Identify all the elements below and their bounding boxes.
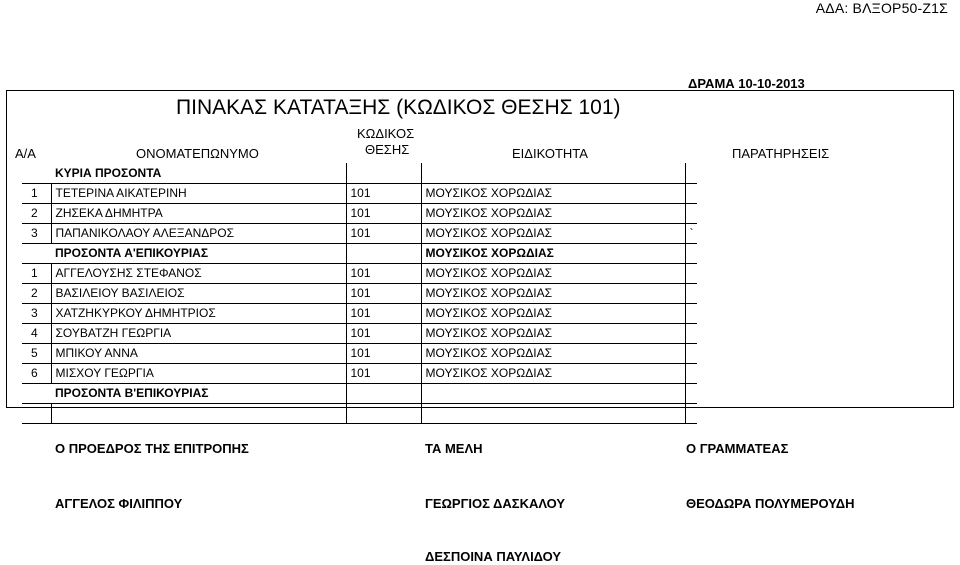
row-code [346, 403, 421, 423]
table-row [22, 263, 697, 283]
row-name: ΜΠΙΚΟΥ ΑΝΝΑ [51, 343, 346, 363]
row-name: ΠΑΠΑΝΙΚΟΛΑΟΥ ΑΛΕΞΑΝΔΡΟΣ [51, 223, 346, 243]
row-remark [685, 303, 697, 323]
row-number: 5 [22, 343, 51, 363]
row-code [346, 163, 421, 183]
row-number: 4 [22, 323, 51, 343]
row-code: 101 [346, 323, 421, 343]
header-remarks: ΠΑΡΑΤΗΡΗΣΕΙΣ [732, 146, 830, 161]
row-number: 6 [22, 363, 51, 383]
table-row [22, 323, 697, 343]
header-code-line2: ΘΕΣΗΣ [365, 142, 410, 157]
row-name: ΑΓΓΕΛΟΥΣΗΣ ΣΤΕΦΑΝΟΣ [51, 263, 346, 283]
row-code: 101 [346, 303, 421, 323]
chair-name: ΑΓΓΕΛΟΣ ΦΙΛΙΠΠΟΥ [55, 496, 183, 511]
row-name: ΒΑΣΙΛΕΙΟΥ ΒΑΣΙΛΕΙΟΣ [51, 283, 346, 303]
row-name: ΣΟΥΒΑΤΖΗ ΓΕΩΡΓΙΑ [51, 323, 346, 343]
header-code-line1: ΚΩΔΙΚΟΣ [357, 126, 415, 141]
ranking-table [22, 163, 697, 424]
row-specialty: ΜΟΥΣΙΚΟΣ ΧΟΡΩΔΙΑΣ [421, 243, 685, 263]
row-code: 101 [346, 363, 421, 383]
row-number: 2 [22, 283, 51, 303]
row-specialty: ΜΟΥΣΙΚΟΣ ΧΟΡΩΔΙΑΣ [421, 303, 685, 323]
row-remark [685, 363, 697, 383]
table-row [22, 303, 697, 323]
row-specialty [421, 163, 685, 183]
section-heading: ΠΡΟΣΟΝΤΑ Β'ΕΠΙΚΟΥΡΙΑΣ [51, 383, 346, 403]
row-specialty [421, 383, 685, 403]
table-row [22, 343, 697, 363]
row-code: 101 [346, 343, 421, 363]
section-heading: ΚΥΡΙΑ ΠΡΟΣΟΝΤΑ [51, 163, 346, 183]
row-specialty: ΜΟΥΣΙΚΟΣ ΧΟΡΩΔΙΑΣ [421, 343, 685, 363]
row-remark [685, 283, 697, 303]
table-row [22, 283, 697, 303]
row-remark [685, 243, 697, 263]
row-code [346, 383, 421, 403]
table-row [22, 243, 697, 263]
row-number: 3 [22, 223, 51, 243]
chair-title: Ο ΠΡΟΕΔΡΟΣ ΤΗΣ ΕΠΙΤΡΟΠΗΣ [55, 441, 249, 456]
row-number [22, 403, 51, 423]
row-code [346, 243, 421, 263]
row-number: 1 [22, 263, 51, 283]
row-code: 101 [346, 283, 421, 303]
row-specialty [421, 403, 685, 423]
row-remark [685, 263, 697, 283]
row-remark [685, 163, 697, 183]
header-aa: Α/Α [15, 146, 36, 161]
header-name: ΟΝΟΜΑΤΕΠΩΝΥΜΟ [136, 146, 259, 161]
row-remark [685, 203, 697, 223]
table-row [22, 223, 697, 243]
row-specialty: ΜΟΥΣΙΚΟΣ ΧΟΡΩΔΙΑΣ [421, 203, 685, 223]
table-row [22, 383, 697, 403]
row-specialty: ΜΟΥΣΙΚΟΣ ΧΟΡΩΔΙΑΣ [421, 223, 685, 243]
row-number [22, 243, 51, 263]
row-number: 2 [22, 203, 51, 223]
member-name-1: ΓΕΩΡΓΙΟΣ ΔΑΣΚΑΛΟΥ [425, 496, 566, 511]
header-specialty: ΕΙΔΙΚΟΤΗΤΑ [512, 146, 588, 161]
row-number [22, 383, 51, 403]
row-name [51, 403, 346, 423]
row-number [22, 163, 51, 183]
table-row [22, 163, 697, 183]
row-specialty: ΜΟΥΣΙΚΟΣ ΧΟΡΩΔΙΑΣ [421, 183, 685, 203]
row-code: 101 [346, 203, 421, 223]
row-remark: ` [685, 223, 697, 243]
row-remark [685, 403, 697, 423]
member-name-2: ΔΕΣΠΟΙΝΑ ΠΑΥΛΙΔΟΥ [425, 549, 562, 564]
row-remark [685, 343, 697, 363]
row-name: ΤΕΤΕΡΙΝΑ ΑΙΚΑΤΕΡΙΝΗ [51, 183, 346, 203]
row-name: ΖΗΣΕΚΑ ΔΗΜΗΤΡΑ [51, 203, 346, 223]
row-number: 1 [22, 183, 51, 203]
row-remark [685, 183, 697, 203]
members-title: ΤΑ ΜΕΛΗ [425, 441, 483, 456]
table-row [22, 183, 697, 203]
page-title: ΠΙΝΑΚΑΣ ΚΑΤΑΤΑΞΗΣ (ΚΩΔΙΚΟΣ ΘΕΣΗΣ 101) [176, 96, 621, 119]
row-code: 101 [346, 183, 421, 203]
row-remark [685, 383, 697, 403]
secretary-title: Ο ΓΡΑΜΜΑΤΕΑΣ [686, 441, 789, 456]
row-code: 101 [346, 263, 421, 283]
ada-code: ΑΔΑ: ΒΛΞΟΡ50-Ζ1Σ [815, 0, 948, 16]
row-code: 101 [346, 223, 421, 243]
section-heading: ΠΡΟΣΟΝΤΑ Α'ΕΠΙΚΟΥΡΙΑΣ [51, 243, 346, 263]
row-specialty: ΜΟΥΣΙΚΟΣ ΧΟΡΩΔΙΑΣ [421, 363, 685, 383]
row-specialty: ΜΟΥΣΙΚΟΣ ΧΟΡΩΔΙΑΣ [421, 263, 685, 283]
table-row [22, 363, 697, 383]
row-number: 3 [22, 303, 51, 323]
table-row [22, 203, 697, 223]
secretary-name: ΘΕΟΔΩΡΑ ΠΟΛΥΜΕΡΟΥΔΗ [686, 496, 855, 511]
row-name: ΧΑΤΖΗΚΥΡΚΟΥ ΔΗΜΗΤΡΙΟΣ [51, 303, 346, 323]
document-date: ΔΡΑΜΑ 10-10-2013 [688, 76, 805, 91]
row-name: ΜΙΣΧΟΥ ΓΕΩΡΓΙΑ [51, 363, 346, 383]
row-specialty: ΜΟΥΣΙΚΟΣ ΧΟΡΩΔΙΑΣ [421, 283, 685, 303]
row-remark [685, 323, 697, 343]
row-specialty: ΜΟΥΣΙΚΟΣ ΧΟΡΩΔΙΑΣ [421, 323, 685, 343]
table-row [22, 403, 697, 423]
